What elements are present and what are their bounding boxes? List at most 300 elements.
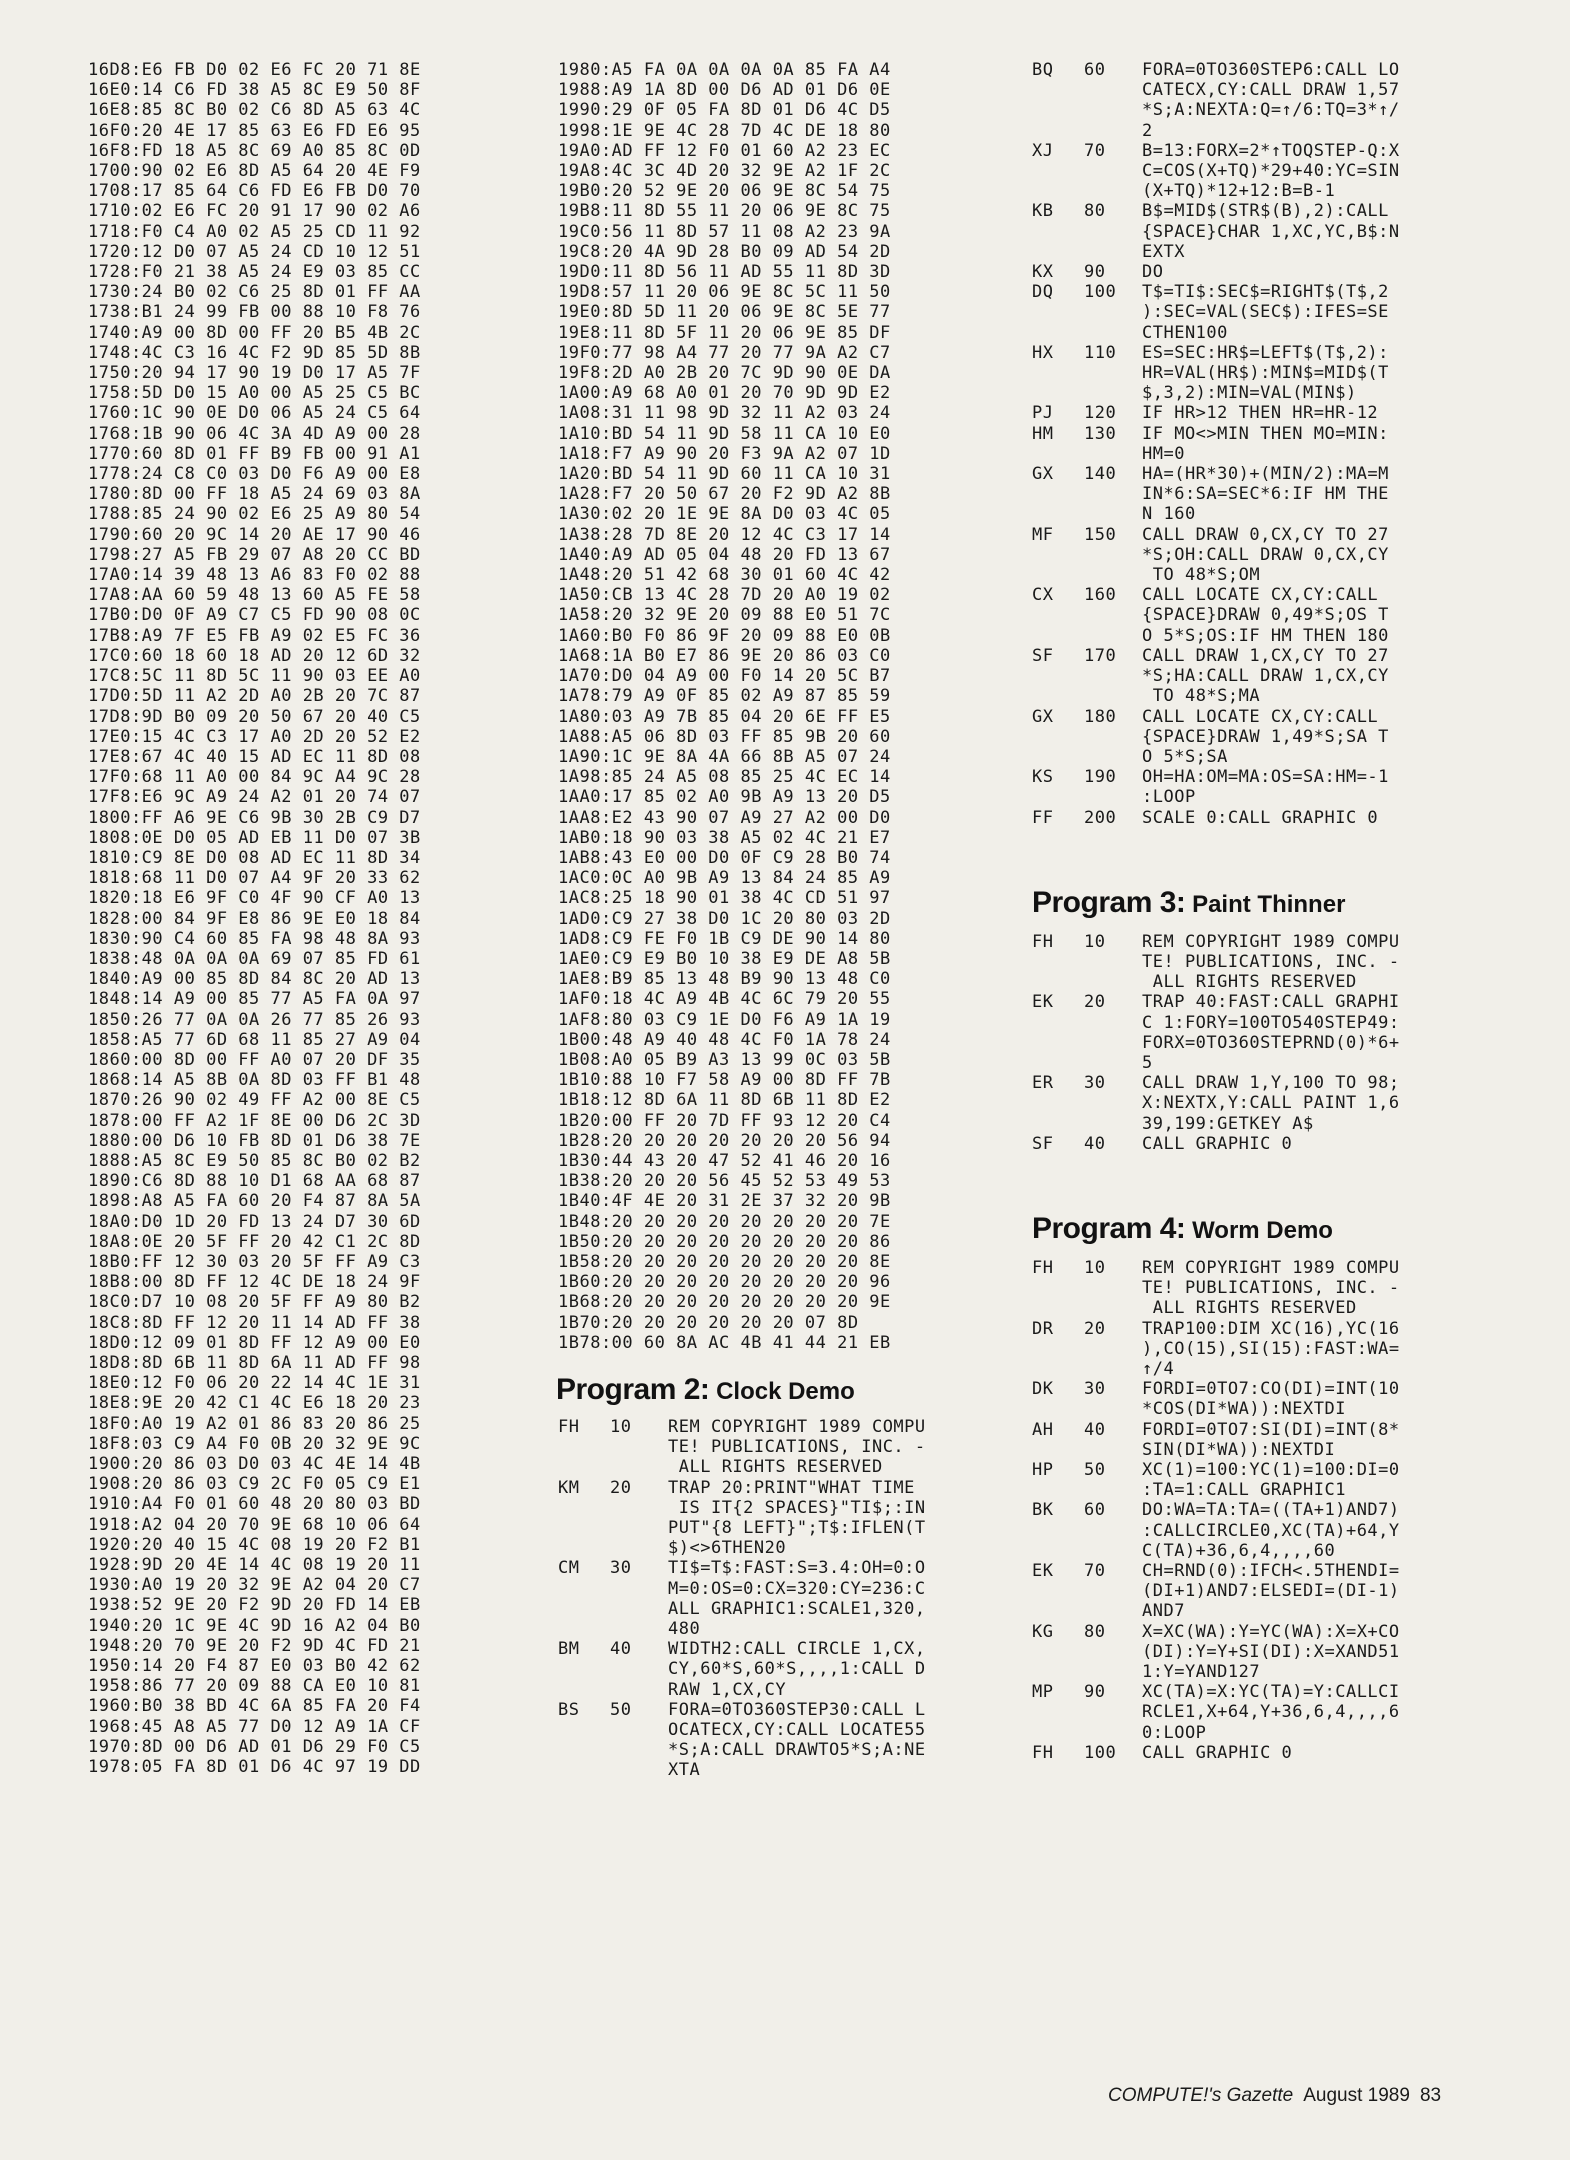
statement: REM COPYRIGHT 1989 COMPU TE! PUBLICATIONS, INC. - ALL RIGHTS RESERVED <box>1142 931 1400 993</box>
hex-line: 1A10:BD 54 11 9D 58 11 CA 10 E0 <box>558 423 891 444</box>
hex-line: 1A40:A9 AD 05 04 48 20 FD 13 67 <box>558 544 891 565</box>
hex-line: 1738:B1 24 99 FB 00 88 10 F8 76 <box>88 302 421 323</box>
hex-line: 1748:4C C3 16 4C F2 9D 85 5D 8B <box>88 342 421 363</box>
hex-line: 1A08:31 11 98 9D 32 11 A2 03 24 <box>558 403 891 424</box>
line-number: 160 <box>1084 585 1117 606</box>
line-number: 110 <box>1084 342 1117 363</box>
checksum: BS <box>558 1699 580 1720</box>
line-number: 180 <box>1084 706 1117 727</box>
hex-line: 1700:90 02 E6 8D A5 64 20 4E F9 <box>88 161 421 182</box>
program-line <box>1032 808 1542 828</box>
hex-listing-1 <box>88 60 528 1777</box>
checksum: XJ <box>1032 140 1054 161</box>
hex-line: 18C8:8D FF 12 20 11 14 AD FF 38 <box>88 1312 421 1333</box>
program-2-heading-number: Program 2: <box>556 1373 710 1406</box>
program-line <box>1032 525 1542 586</box>
hex-line: 1B40:4F 4E 20 31 2E 37 32 20 9B <box>558 1191 891 1212</box>
hex-line: 1B38:20 20 20 56 45 52 53 49 53 <box>558 1171 891 1192</box>
program-3-heading-title: Paint Thinner <box>1192 890 1346 918</box>
program-2-heading-title: Clock Demo <box>716 1378 855 1405</box>
hex-line: 1A38:28 7D 8E 20 12 4C C3 17 14 <box>558 524 891 545</box>
statement: B$=MID$(STR$(B),2):CALL {SPACE}CHAR 1,XC,YC,B$:N EXTX <box>1142 201 1400 262</box>
line-number: 150 <box>1084 524 1117 545</box>
program-3-heading-number: Program 3: <box>1032 885 1186 919</box>
hex-line: 1B50:20 20 20 20 20 20 20 20 86 <box>558 1231 891 1252</box>
hex-line: 1750:20 94 17 90 19 D0 17 A5 7F <box>88 363 421 384</box>
hex-line: 1848:14 A9 00 85 77 A5 FA 0A 97 <box>88 989 421 1010</box>
checksum: CX <box>1032 585 1054 606</box>
checksum: BQ <box>1032 60 1054 80</box>
line-number: 140 <box>1084 464 1117 485</box>
hex-line: 18B0:FF 12 30 03 20 5F FF A9 C3 <box>88 1251 421 1272</box>
hex-line: 1B08:A0 05 B9 A3 13 99 0C 03 5B <box>558 1049 891 1070</box>
hex-line: 19E0:8D 5D 11 20 06 9E 8C 5E 77 <box>558 302 891 323</box>
statement: IF HR>12 THEN HR=HR-12 <box>1142 403 1379 424</box>
program-line <box>558 1417 998 1478</box>
hex-line: 17D0:5D 11 A2 2D A0 2B 20 7C 87 <box>88 686 421 707</box>
hex-line: 1B28:20 20 20 20 20 20 20 56 94 <box>558 1130 891 1151</box>
hex-line: 1728:F0 21 38 A5 24 E9 03 85 CC <box>88 262 421 283</box>
checksum: BK <box>1032 1500 1054 1521</box>
hex-line: 18D8:8D 6B 11 8D 6A 11 AD FF 98 <box>88 1353 421 1373</box>
hex-line: 19C0:56 11 8D 57 11 08 A2 23 9A <box>558 221 891 242</box>
hex-line: 1988:A9 1A 8D 00 D6 AD 01 D6 0E <box>558 80 891 101</box>
checksum: HX <box>1032 342 1054 363</box>
line-number: 40 <box>610 1639 632 1660</box>
hex-line: 1A20:BD 54 11 9D 60 11 CA 10 31 <box>558 464 891 485</box>
hex-line: 1A60:B0 F0 86 9F 20 09 88 E0 0B <box>558 625 891 646</box>
program-line <box>1032 1258 1542 1319</box>
checksum: AH <box>1032 1419 1054 1440</box>
checksum: HM <box>1032 423 1054 444</box>
hex-line: 1860:00 8D 00 FF A0 07 20 DF 35 <box>88 1049 421 1070</box>
hex-line: 1840:A9 00 85 8D 84 8C 20 AD 13 <box>88 969 421 990</box>
hex-line: 1A98:85 24 A5 08 85 25 4C EC 14 <box>558 767 891 788</box>
program-line <box>1032 585 1542 646</box>
hex-line: 1820:18 E6 9F C0 4F 90 CF A0 13 <box>88 888 421 909</box>
checksum: DR <box>1032 1318 1054 1339</box>
hex-line: 1888:A5 8C E9 50 85 8C B0 02 B2 <box>88 1150 421 1171</box>
program-line <box>1032 1073 1542 1134</box>
hex-line: 18F8:03 C9 A4 F0 0B 20 32 9E 9C <box>88 1433 421 1454</box>
hex-line: 1B00:48 A9 40 48 4C F0 1A 78 24 <box>558 1029 891 1050</box>
hex-line: 19F8:2D A0 2B 20 7C 9D 90 0E DA <box>558 363 891 384</box>
program-line <box>1032 1682 1542 1743</box>
program-1-tail-listing <box>1032 60 1542 828</box>
program-line <box>1032 1561 1542 1622</box>
statement: DO <box>1142 262 1164 283</box>
hex-line: 1AE8:B9 85 13 48 B9 90 13 48 C0 <box>558 969 891 990</box>
line-number: 30 <box>1084 1379 1106 1400</box>
hex-line: 17C0:60 18 60 18 AD 20 12 6D 32 <box>88 645 421 666</box>
hex-line: 1880:00 D6 10 FB 8D 01 D6 38 7E <box>88 1130 421 1151</box>
checksum: KB <box>1032 201 1054 222</box>
hex-line: 1A58:20 32 9E 20 09 88 E0 51 7C <box>558 605 891 626</box>
hex-line: 18C0:D7 10 08 20 5F FF A9 80 B2 <box>88 1292 421 1313</box>
program-line <box>1032 1622 1542 1683</box>
statement: CALL DRAW 1,Y,100 TO 98; X:NEXTX,Y:CALL PAINT 1,6 39,199:GETKEY A$ <box>1142 1073 1400 1134</box>
hex-line: 1A18:F7 A9 90 20 F3 9A A2 07 1D <box>558 443 891 464</box>
program-4-heading-title: Worm Demo <box>1192 1216 1333 1244</box>
hex-line: 18A0:D0 1D 20 FD 13 24 D7 30 6D <box>88 1211 421 1232</box>
line-number: 10 <box>1084 1257 1106 1278</box>
hex-line: 19F0:77 98 A4 77 20 77 9A A2 C7 <box>558 342 891 363</box>
program-line <box>558 1639 998 1700</box>
program-4-heading-number: Program 4: <box>1032 1211 1186 1245</box>
program-4-heading <box>1032 1212 1542 1246</box>
statement: IF MO<>MIN THEN MO=MIN: HM=0 <box>1142 423 1389 464</box>
checksum: FH <box>558 1417 580 1437</box>
program-line <box>558 1558 998 1639</box>
program-line <box>1032 343 1542 404</box>
line-number: 60 <box>1084 60 1106 80</box>
line-number: 20 <box>610 1477 632 1498</box>
hex-line: 1A80:03 A9 7B 85 04 20 6E FF E5 <box>558 706 891 727</box>
hex-line: 16F8:FD 18 A5 8C 69 A0 85 8C 0D <box>88 140 421 161</box>
program-line <box>1032 60 1542 141</box>
program-2-heading <box>556 1373 998 1407</box>
checksum: FH <box>1032 931 1054 952</box>
hex-line: 1858:A5 77 6D 68 11 85 27 A9 04 <box>88 1029 421 1050</box>
hex-line: 1718:F0 C4 A0 02 A5 25 CD 11 92 <box>88 221 421 242</box>
hex-line: 1B70:20 20 20 20 20 20 07 8D <box>558 1312 859 1333</box>
line-number: 190 <box>1084 767 1117 788</box>
hex-line: 1910:A4 F0 01 60 48 20 80 03 BD <box>88 1494 421 1515</box>
hex-line: 17A8:AA 60 59 48 13 60 A5 FE 58 <box>88 585 421 606</box>
hex-line: 1798:27 A5 FB 29 07 A8 20 CC BD <box>88 544 421 565</box>
hex-line: 19E8:11 8D 5F 11 20 06 9E 85 DF <box>558 322 891 343</box>
hex-line: 17B8:A9 7F E5 FB A9 02 E5 FC 36 <box>88 625 421 646</box>
hex-line: 1AB8:43 E0 00 D0 0F C9 28 B0 74 <box>558 847 891 868</box>
hex-line: 17E0:15 4C C3 17 A0 2D 20 52 E2 <box>88 726 421 747</box>
hex-line: 17D8:9D B0 09 20 50 67 20 40 C5 <box>88 706 421 727</box>
line-number: 90 <box>1084 1682 1106 1703</box>
hex-line: 19B8:11 8D 55 11 20 06 9E 8C 75 <box>558 201 891 222</box>
program-line <box>1032 1420 1542 1460</box>
program-line <box>1032 201 1542 262</box>
line-number: 200 <box>1084 807 1117 828</box>
checksum: KG <box>1032 1621 1054 1642</box>
hex-line: 1A88:A5 06 8D 03 FF 85 9B 20 60 <box>558 726 891 747</box>
checksum: MP <box>1032 1682 1054 1703</box>
hex-line: 1978:05 FA 8D 01 D6 4C 97 19 DD <box>88 1757 421 1778</box>
statement: FORDI=0TO7:CO(DI)=INT(10 *COS(DI*WA)):NEXTDI <box>1142 1379 1400 1420</box>
hex-line: 1760:1C 90 0E D0 06 A5 24 C5 64 <box>88 403 421 424</box>
statement: XC(1)=100:YC(1)=100:DI=0 :TA=1:CALL GRAPHIC1 <box>1142 1459 1400 1501</box>
hex-line: 1878:00 FF A2 1F 8E 00 D6 2C 3D <box>88 1110 421 1131</box>
program-line <box>558 1700 998 1781</box>
statement: REM COPYRIGHT 1989 COMPU TE! PUBLICATIONS, INC. - ALL RIGHTS RESERVED <box>668 1417 926 1478</box>
checksum: PJ <box>1032 403 1054 424</box>
statement: CALL LOCATE CX,CY:CALL {SPACE}DRAW 1,49*S;SA T O 5*S;SA <box>1142 706 1389 767</box>
page-footer <box>1108 2085 1441 2107</box>
line-number: 90 <box>1084 262 1106 283</box>
program-line <box>1032 646 1542 707</box>
hex-line: 17E8:67 4C 40 15 AD EC 11 8D 08 <box>88 746 421 767</box>
statement: TI$=T$:FAST:S=3.4:OH=0:O M=0:OS=0:CX=320:CY=236:C ALL GRAPHIC1:SCALE1,320, 480 <box>668 1558 926 1640</box>
hex-line: 17C8:5C 11 8D 5C 11 90 03 EE A0 <box>88 666 421 687</box>
line-number: 130 <box>1084 423 1117 444</box>
statement: SCALE 0:CALL GRAPHIC 0 <box>1142 807 1379 828</box>
statement: FORDI=0TO7:SI(DI)=INT(8* SIN(DI*WA)):NEXTDI <box>1142 1419 1400 1460</box>
statement: CALL GRAPHIC 0 <box>1142 1133 1293 1154</box>
hex-line: 1830:90 C4 60 85 FA 98 48 8A 93 <box>88 928 421 949</box>
line-number: 120 <box>1084 403 1117 424</box>
checksum: DQ <box>1032 282 1054 303</box>
statement: CALL DRAW 1,CX,CY TO 27 *S;HA:CALL DRAW 1,CX,CY TO 48*S;MA <box>1142 645 1389 707</box>
hex-line: 1778:24 C8 C0 03 D0 F6 A9 00 E8 <box>88 464 421 485</box>
hex-line: 1788:85 24 90 02 E6 25 A9 80 54 <box>88 504 421 525</box>
hex-line: 1708:17 85 64 C6 FD E6 FB D0 70 <box>88 181 421 202</box>
hex-line: 1868:14 A5 8B 0A 8D 03 FF B1 48 <box>88 1070 421 1091</box>
program-line <box>1032 424 1542 464</box>
hex-line: 1B30:44 43 20 47 52 41 46 20 16 <box>558 1150 891 1171</box>
hex-line: 1710:02 E6 FC 20 91 17 90 02 A6 <box>88 201 421 222</box>
checksum: GX <box>1032 706 1054 727</box>
hex-line: 1968:45 A8 A5 77 D0 12 A9 1A CF <box>88 1716 421 1737</box>
hex-line: 16D8:E6 FB D0 02 E6 FC 20 71 8E <box>88 60 421 80</box>
hex-line: 19C8:20 4A 9D 28 B0 09 AD 54 2D <box>558 241 891 262</box>
program-line <box>1032 464 1542 525</box>
hex-line: 1920:20 40 15 4C 08 19 20 F2 B1 <box>88 1534 421 1555</box>
hex-line: 19A0:AD FF 12 F0 01 60 A2 23 EC <box>558 140 891 161</box>
hex-line: 1850:26 77 0A 0A 26 77 85 26 93 <box>88 1009 421 1030</box>
hex-line: 1818:68 11 D0 07 A4 9F 20 33 62 <box>88 868 421 889</box>
hex-line: 18E8:9E 20 42 C1 4C E6 18 20 23 <box>88 1393 421 1414</box>
hex-line: 1A00:A9 68 A0 01 20 70 9D 9D E2 <box>558 383 891 404</box>
statement: CALL LOCATE CX,CY:CALL {SPACE}DRAW 0,49*S;OS T O 5*S;OS:IF HM THEN 180 <box>1142 585 1389 646</box>
hex-line: 18D0:12 09 01 8D FF 12 A9 00 E0 <box>88 1332 421 1353</box>
hex-line: 1780:8D 00 FF 18 A5 24 69 03 8A <box>88 484 421 505</box>
program-line <box>1032 262 1542 282</box>
hex-line: 17F8:E6 9C A9 24 A2 01 20 74 07 <box>88 787 421 808</box>
line-number: 20 <box>1084 992 1106 1013</box>
hex-line: 1B58:20 20 20 20 20 20 20 20 8E <box>558 1251 891 1272</box>
checksum: EK <box>1032 992 1054 1013</box>
statement: TRAP100:DIM XC(16),YC(16 ),CO(15),SI(15):FAST:WA= ↑/4 <box>1142 1318 1400 1379</box>
checksum: MF <box>1032 524 1054 545</box>
hex-line: 1990:29 0F 05 FA 8D 01 D6 4C D5 <box>558 100 891 121</box>
program-line <box>1032 1319 1542 1380</box>
statement: WIDTH2:CALL CIRCLE 1,CX, CY,60*S,60*S,,,,1:CALL D RAW 1,CX,CY <box>668 1639 926 1700</box>
hex-line: 18F0:A0 19 A2 01 86 83 20 86 25 <box>88 1413 421 1434</box>
program-line <box>1032 403 1542 423</box>
statement: TRAP 40:FAST:CALL GRAPHI C 1:FORY=100TO540STEP49: FORX=0TO360STEPRND(0)*6+ 5 <box>1142 992 1400 1073</box>
line-number: 170 <box>1084 645 1117 666</box>
checksum: DK <box>1032 1379 1054 1400</box>
hex-line: 16E0:14 C6 FD 38 A5 8C E9 50 8F <box>88 80 421 101</box>
hex-line: 17B0:D0 0F A9 C7 C5 FD 90 08 0C <box>88 605 421 626</box>
line-number: 30 <box>1084 1073 1106 1094</box>
checksum: HP <box>1032 1459 1054 1480</box>
hex-line: 1B48:20 20 20 20 20 20 20 20 7E <box>558 1211 891 1232</box>
hex-line: 1720:12 D0 07 A5 24 CD 10 12 51 <box>88 241 421 262</box>
line-number: 100 <box>1084 1742 1117 1763</box>
hex-line: 1AC8:25 18 90 01 38 4C CD 51 97 <box>558 888 891 909</box>
program-line <box>558 1478 998 1559</box>
hex-line: 1960:B0 38 BD 4C 6A 85 FA 20 F4 <box>88 1696 421 1717</box>
hex-line: 18B8:00 8D FF 12 4C DE 18 24 9F <box>88 1272 421 1293</box>
hex-line: 1890:C6 8D 88 10 D1 68 AA 68 87 <box>88 1171 421 1192</box>
hex-line: 1918:A2 04 20 70 9E 68 10 06 64 <box>88 1514 421 1535</box>
hex-line: 1908:20 86 03 C9 2C F0 05 C9 E1 <box>88 1474 421 1495</box>
hex-line: 1AB0:18 90 03 38 A5 02 4C 21 E7 <box>558 827 891 848</box>
line-number: 10 <box>1084 931 1106 952</box>
hex-line: 17F0:68 11 A0 00 84 9C A4 9C 28 <box>88 767 421 788</box>
program-line <box>1032 1500 1542 1561</box>
checksum: CM <box>558 1558 580 1579</box>
statement: ES=SEC:HR$=LEFT$(T$,2): HR=VAL(HR$):MIN$=MID$(T $,3,2):MIN=VAL(MIN$) <box>1142 342 1389 404</box>
hex-line: 1958:86 77 20 09 88 CA E0 10 81 <box>88 1676 421 1697</box>
hex-line: 1AA8:E2 43 90 07 A9 27 A2 00 D0 <box>558 807 891 828</box>
hex-line: 1898:A8 A5 FA 60 20 F4 87 8A 5A <box>88 1191 421 1212</box>
hex-line: 1A50:CB 13 4C 28 7D 20 A0 19 02 <box>558 585 891 606</box>
program-line <box>1032 992 1542 1073</box>
hex-line: 1940:20 1C 9E 4C 9D 16 A2 04 B0 <box>88 1615 421 1636</box>
hex-line: 16F0:20 4E 17 85 63 E6 FD E6 95 <box>88 120 421 141</box>
statement: DO:WA=TA:TA=((TA+1)AND7) :CALLCIRCLE0,XC(TA)+64,Y C(TA)+36,6,4,,,,60 <box>1142 1500 1400 1561</box>
hex-line: 1838:48 0A 0A 0A 69 07 85 FD 61 <box>88 948 421 969</box>
line-number: 80 <box>1084 201 1106 222</box>
program-line <box>1032 767 1542 807</box>
hex-line: 1B18:12 8D 6A 11 8D 6B 11 8D E2 <box>558 1090 891 1111</box>
hex-line: 19D0:11 8D 56 11 AD 55 11 8D 3D <box>558 262 891 283</box>
hex-line: 1800:FF A6 9E C6 9B 30 2B C9 D7 <box>88 807 421 828</box>
hex-line: 1A90:1C 9E 8A 4A 66 8B A5 07 24 <box>558 746 891 767</box>
line-number: 100 <box>1084 282 1117 303</box>
checksum: GX <box>1032 464 1054 485</box>
checksum: SF <box>1032 1133 1054 1154</box>
line-number: 40 <box>1084 1133 1106 1154</box>
hex-column-1 <box>88 60 528 1777</box>
checksum: KX <box>1032 262 1054 283</box>
hex-line: 1828:00 84 9F E8 86 9E E0 18 84 <box>88 908 421 929</box>
footer-magazine: COMPUTE!'s Gazette <box>1108 2085 1294 2106</box>
program-line <box>1032 141 1542 202</box>
hex-line: 1900:20 86 03 D0 03 4C 4E 14 4B <box>88 1454 421 1475</box>
statement: CALL DRAW 0,CX,CY TO 27 *S;OH:CALL DRAW 0,CX,CY TO 48*S;OM <box>1142 524 1389 586</box>
line-number: 10 <box>610 1417 632 1437</box>
checksum: SF <box>1032 645 1054 666</box>
footer-date: August 1989 <box>1303 2085 1410 2106</box>
program-line <box>1032 1460 1542 1500</box>
line-number: 30 <box>610 1558 632 1579</box>
program-line <box>1032 1379 1542 1419</box>
program-line <box>1032 707 1542 768</box>
hex-line: 19A8:4C 3C 4D 20 32 9E A2 1F 2C <box>558 161 891 182</box>
statement: REM COPYRIGHT 1989 COMPU TE! PUBLICATIONS, INC. - ALL RIGHTS RESERVED <box>1142 1257 1400 1319</box>
program-line <box>1032 282 1542 343</box>
hex-line: 1928:9D 20 4E 14 4C 08 19 20 11 <box>88 1555 421 1576</box>
hex-line: 17A0:14 39 48 13 A6 83 F0 02 88 <box>88 565 421 586</box>
program-line <box>1032 932 1542 993</box>
checksum: FH <box>1032 1742 1054 1763</box>
line-number: 80 <box>1084 1621 1106 1642</box>
checksum: KS <box>1032 767 1054 788</box>
program-column <box>1032 60 1542 1763</box>
hex-line: 1A70:D0 04 A9 00 F0 14 20 5C B7 <box>558 666 891 687</box>
hex-line: 1B20:00 FF 20 7D FF 93 12 20 C4 <box>558 1110 891 1131</box>
checksum: ER <box>1032 1073 1054 1094</box>
hex-line: 1B68:20 20 20 20 20 20 20 20 9E <box>558 1292 891 1313</box>
checksum: FH <box>1032 1257 1054 1278</box>
program-3-heading <box>1032 886 1542 920</box>
hex-line: 1758:5D D0 15 A0 00 A5 25 C5 BC <box>88 383 421 404</box>
hex-line: 1AE0:C9 E9 B0 10 38 E9 DE A8 5B <box>558 948 891 969</box>
hex-line: 1950:14 20 F4 87 E0 03 B0 42 62 <box>88 1656 421 1677</box>
hex-line: 16E8:85 8C B0 02 C6 8D A5 63 4C <box>88 100 421 121</box>
hex-line: 18E0:12 F0 06 20 22 14 4C 1E 31 <box>88 1373 421 1394</box>
line-number: 50 <box>610 1699 632 1720</box>
hex-line: 1938:52 9E 20 F2 9D 20 FD 14 EB <box>88 1595 421 1616</box>
line-number: 70 <box>1084 140 1106 161</box>
hex-line: 1AD8:C9 FE F0 1B C9 DE 90 14 80 <box>558 928 891 949</box>
hex-line: 19B0:20 52 9E 20 06 9E 8C 54 75 <box>558 181 891 202</box>
program-3-listing <box>1032 932 1542 1154</box>
statement: X=XC(WA):Y=YC(WA):X=X+CO (DI):Y=Y+SI(DI):X=XAND51 1:Y=YAND127 <box>1142 1621 1400 1683</box>
statement: T$=TI$:SEC$=RIGHT$(T$,2 ):SEC=VAL(SEC$):IFES=SE CTHEN100 <box>1142 282 1389 343</box>
hex-line: 1AA0:17 85 02 A0 9B A9 13 20 D5 <box>558 787 891 808</box>
hex-line: 1730:24 B0 02 C6 25 8D 01 FF AA <box>88 282 421 303</box>
hex-line: 1970:8D 00 D6 AD 01 D6 29 F0 C5 <box>88 1736 421 1757</box>
statement: B=13:FORX=2*↑TOQSTEP-Q:X C=COS(X+TQ)*29+40:YC=SIN (X+TQ)*12+12:B=B-1 <box>1142 140 1400 202</box>
hex-line: 1980:A5 FA 0A 0A 0A 0A 85 FA A4 <box>558 60 891 80</box>
statement: FORA=0TO360STEP30:CALL L OCATECX,CY:CALL LOCATE55 *S;A:CALL DRAWTO5*S;A:NE XTA <box>668 1699 926 1781</box>
hex-line: 1AD0:C9 27 38 D0 1C 20 80 03 2D <box>558 908 891 929</box>
checksum: EK <box>1032 1561 1054 1581</box>
line-number: 60 <box>1084 1500 1106 1521</box>
checksum: FF <box>1032 807 1054 828</box>
statement: CH=RND(0):IFCH<.5THENDI= (DI+1)AND7:ELSEDI=(DI-1) AND7 <box>1142 1561 1400 1622</box>
program-4-listing <box>1032 1258 1542 1763</box>
hex-line: 1A30:02 20 1E 9E 8A D0 03 4C 05 <box>558 504 891 525</box>
hex-line: 1B10:88 10 F7 58 A9 00 8D FF 7B <box>558 1070 891 1091</box>
hex-column-2 <box>558 60 998 1781</box>
hex-line: 1AF8:80 03 C9 1E D0 F6 A9 1A 19 <box>558 1009 891 1030</box>
program-2-listing <box>558 1417 998 1781</box>
statement: CALL GRAPHIC 0 <box>1142 1742 1293 1763</box>
statement: TRAP 20:PRINT"WHAT TIME IS IT{2 SPACES}"TI$;:IN PUT"{8 LEFT}";T$:IFLEN(T $)<>6THEN20 <box>668 1477 926 1559</box>
hex-line: 1948:20 70 9E 20 F2 9D 4C FD 21 <box>88 1635 421 1656</box>
hex-line: 1740:A9 00 8D 00 FF 20 B5 4B 2C <box>88 322 421 343</box>
program-line <box>1032 1743 1542 1763</box>
hex-line: 18A8:0E 20 5F FF 20 42 C1 2C 8D <box>88 1231 421 1252</box>
hex-line: 1870:26 90 02 49 FF A2 00 8E C5 <box>88 1090 421 1111</box>
line-number: 70 <box>1084 1561 1106 1581</box>
hex-line: 1AC0:0C A0 9B A9 13 84 24 85 A9 <box>558 868 891 889</box>
hex-line: 1A68:1A B0 E7 86 9E 20 86 03 C0 <box>558 645 891 666</box>
hex-line: 1790:60 20 9C 14 20 AE 17 90 46 <box>88 524 421 545</box>
hex-line: 1768:1B 90 06 4C 3A 4D A9 00 28 <box>88 423 421 444</box>
hex-line: 1A78:79 A9 0F 85 02 A9 87 85 59 <box>558 686 891 707</box>
line-number: 40 <box>1084 1419 1106 1440</box>
statement: XC(TA)=X:YC(TA)=Y:CALLCI RCLE1,X+64,Y+36,6,4,,,,6 0:LOOP <box>1142 1682 1400 1743</box>
hex-line: 1808:0E D0 05 AD EB 11 D0 07 3B <box>88 827 421 848</box>
footer-page-number: 83 <box>1419 2085 1442 2106</box>
hex-line: 19D8:57 11 20 06 9E 8C 5C 11 50 <box>558 282 891 303</box>
hex-listing-2 <box>558 60 998 1353</box>
statement: HA=(HR*30)+(MIN/2):MA=M IN*6:SA=SEC*6:IF HM THE N 160 <box>1142 464 1389 525</box>
hex-line: 1AF0:18 4C A9 4B 4C 6C 79 20 55 <box>558 989 891 1010</box>
statement: OH=HA:OM=MA:OS=SA:HM=-1 :LOOP <box>1142 767 1389 808</box>
statement: FORA=0TO360STEP6:CALL LO CATECX,CY:CALL DRAW 1,57 *S;A:NEXTA:Q=↑/6:TQ=3*↑/ 2 <box>1142 60 1400 141</box>
hex-line: 1A48:20 51 42 68 30 01 60 4C 42 <box>558 565 891 586</box>
hex-line: 1998:1E 9E 4C 28 7D 4C DE 18 80 <box>558 120 891 141</box>
checksum: KM <box>558 1477 580 1498</box>
hex-line: 1810:C9 8E D0 08 AD EC 11 8D 34 <box>88 847 421 868</box>
hex-line: 1930:A0 19 20 32 9E A2 04 20 C7 <box>88 1575 421 1596</box>
hex-line: 1A28:F7 20 50 67 20 F2 9D A2 8B <box>558 484 891 505</box>
